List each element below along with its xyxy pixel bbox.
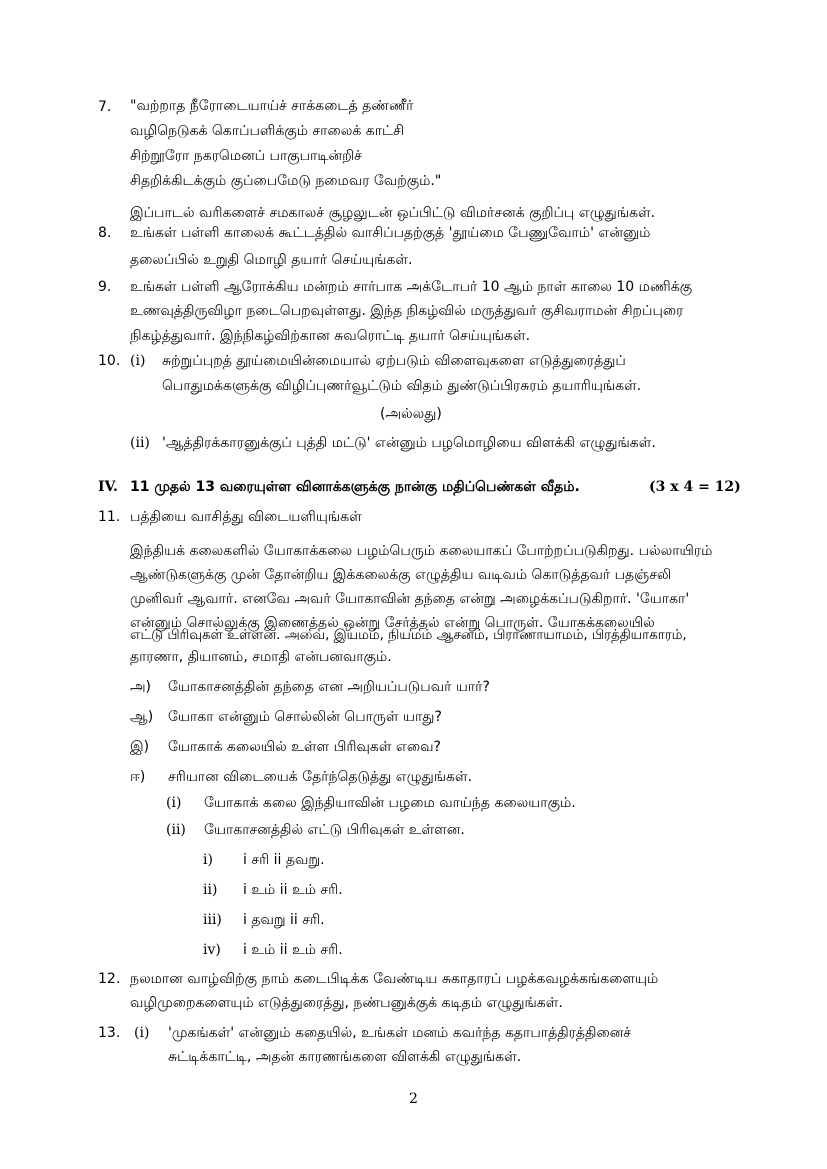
section-4-title: 11 முதல் 13 வரையுள்ள வினாக்களுக்கு நான்கு மதிப்பெண்கள் வீதம். <box>130 479 580 495</box>
q11-option-label-2: ii) <box>203 882 218 898</box>
q11-heading: பத்தியை வாசித்து விடையளியுங்கள் <box>130 509 362 525</box>
q11-ii-text: சரியான விடையைக் தேர்ந்தெடுத்து எழுதுங்கள். <box>168 769 473 785</box>
q10-ii-line: 'ஆத்திரக்காரனுக்குப் புத்தி மட்டு' என்னும் பழமொழியை விளக்கி எழுதுங்கள். <box>162 435 656 451</box>
q11-option-label-4: iv) <box>203 942 221 958</box>
q11-passage-line-2: ஆண்டுகளுக்கு முன் தோன்றிய இக்கலைக்கு எழுத்திய வடிவம் கொடுத்தவர் பதஞ்சலி <box>130 567 672 583</box>
q11-ii-label: ஈ) <box>130 769 146 785</box>
q11-passage-line-1: இந்தியக் கலைகளில் யோகாக்கலை பழம்பெரும் கலையாகப் போற்றப்படுகிறது. பல்லாயிரம் <box>130 543 713 559</box>
q11-option-label-1: i) <box>203 852 213 868</box>
q12-line-1: நலமான வாழ்விற்கு நாம் கடைபிடிக்க வேண்டிய சுகாதாரப் பழக்கவழக்கங்களையும் <box>130 971 659 987</box>
section-4-marks: (3 x 4 = 12) <box>649 479 741 495</box>
q11-statement-1: யோகாக் கலை இந்தியாவின் பழமை வாய்ந்த கலையாகும். <box>204 795 576 811</box>
q11-i-text: யோகாக் கலையில் உள்ள பிரிவுகள் எவை? <box>168 739 441 755</box>
q13-number: 13. <box>98 1025 121 1041</box>
q10-ii-label: (ii) <box>130 435 150 451</box>
q11-a-text: யோகாசனத்தின் தந்தை என அறியப்படுபவர் யார்? <box>168 679 490 695</box>
q10-i-line-2: பொதுமக்களுக்கு விழிப்புணர்வூட்டும் விதம் துண்டுப்பிரசுரம் தயாரியுங்கள். <box>162 378 642 394</box>
q7-poem-line-1: "வற்றாத நீரோடையாய்ச் சாக்கடைத் தண்ணீர் <box>130 98 414 114</box>
q11-option-text-4: i உம் ii உம் சரி. <box>243 942 343 958</box>
q11-passage-line-6: தாரணா, தியானம், சமாதி என்பனவாகும். <box>130 649 392 665</box>
q11-aa-text: யோகா என்னும் சொல்லின் பொருள் யாது? <box>168 709 442 725</box>
q11-statement-2-label: (ii) <box>166 822 186 838</box>
q11-aa-label: ஆ) <box>130 709 154 725</box>
q12-line-2: வழிமுறைகளையும் எடுத்துரைத்து, நண்பனுக்குக் கடிதம் எழுதுங்கள். <box>130 995 563 1011</box>
q8-number: 8. <box>98 225 112 241</box>
q13-i-label: (i) <box>134 1025 150 1041</box>
q7-poem-line-3: சிற்றூரோ நகரமெனப் பாகுபாடின்றிச் <box>130 148 362 164</box>
page-number: 2 <box>409 1091 418 1107</box>
q11-i-label: இ) <box>130 739 150 755</box>
q10-i-line-1: சுற்றுப்புறத் தூய்மையின்மையால் ஏற்படும் விளைவுகளை எடுத்துரைத்துப் <box>162 353 626 369</box>
q11-passage-line-3: முனிவர் ஆவார். எனவே அவர் யோகாவின் தந்தை என்று அழைக்கப்படுகிறார். 'யோகா' <box>130 591 690 607</box>
q7-poem-line-4: சிதறிக்கிடக்கும் குப்பைமேடு நமைவர வேற்கும்." <box>130 173 442 189</box>
q11-option-label-3: iii) <box>203 912 222 928</box>
q11-option-text-1: i சரி ii தவறு. <box>243 852 325 868</box>
q8-line-1: உங்கள் பள்ளி காலைக் கூட்டத்தில் வாசிப்பதற்குத் 'தூய்மை பேணுவோம்' என்னும் <box>130 225 651 241</box>
q13-line-1: 'முகங்கள்' என்னும் கதையில், உங்கள் மனம் கவர்ந்த கதாபாத்திரத்தினைச் <box>168 1025 632 1041</box>
q11-number: 11. <box>98 509 121 525</box>
q9-line-1: உங்கள் பள்ளி ஆரோக்கிய மன்றம் சார்பாக அக்டோபர் 10 ஆம் நாள் காலை 10 மணிக்கு <box>130 279 693 295</box>
q11-statement-1-label: (i) <box>166 795 182 811</box>
q9-line-2: உணவுத்திருவிழா நடைபெறவுள்ளது. இந்த நிகழ்வில் மருத்துவர் குசிவராமன் சிறப்புரை <box>130 303 684 319</box>
q11-option-text-3: i தவறு ii சரி. <box>243 912 325 928</box>
q10-or: (அல்லது) <box>380 406 442 422</box>
q10-number: 10. <box>98 353 121 369</box>
q13-line-2: சுட்டிக்காட்டி, அதன் காரணங்களை விளக்கி எழுதுங்கள். <box>168 1049 522 1065</box>
q11-statement-2: யோகாசனத்தில் எட்டு பிரிவுகள் உள்ளன. <box>204 822 465 838</box>
q12-number: 12. <box>98 971 121 987</box>
section-4-roman: IV. <box>98 479 118 495</box>
q9-line-3: நிகழ்த்துவார். இந்நிகழ்விற்கான சுவரொட்டி தயார் செய்யுங்கள். <box>130 328 531 344</box>
q10-i-label: (i) <box>130 353 146 369</box>
q11-passage-line-5-visible: எட்டு பிரிவுகள் உள்ளன. அவை, இயமம், நியமம் ஆசனம், பிராணாயாமம், பிரத்தியாகாரம், <box>130 628 687 643</box>
q11-option-text-2: i உம் ii உம் சரி. <box>243 882 343 898</box>
q11-a-label: அ) <box>130 679 152 695</box>
q9-number: 9. <box>98 279 112 295</box>
q11-passage-line-4: என்னும் சொல்லுக்கு இணைத்தல் ஒன்று சேர்த்தல் என்று பொருள். யோகக்கலையில் <box>130 615 655 631</box>
q8-line-2: தலைப்பில் உறுதி மொழி தயார் செய்யுங்கள். <box>130 252 413 268</box>
q7-number: 7. <box>98 99 112 115</box>
q7-instruction: இப்பாடல் வரிகளைச் சமகாலச் சூழலுடன் ஒப்பிட்டு விமர்சனக் குறிப்பு எழுதுங்கள். <box>130 205 656 221</box>
q7-poem-line-2: வழிநெடுகக் கொப்பளிக்கும் சாலைக் காட்சி <box>130 123 405 139</box>
